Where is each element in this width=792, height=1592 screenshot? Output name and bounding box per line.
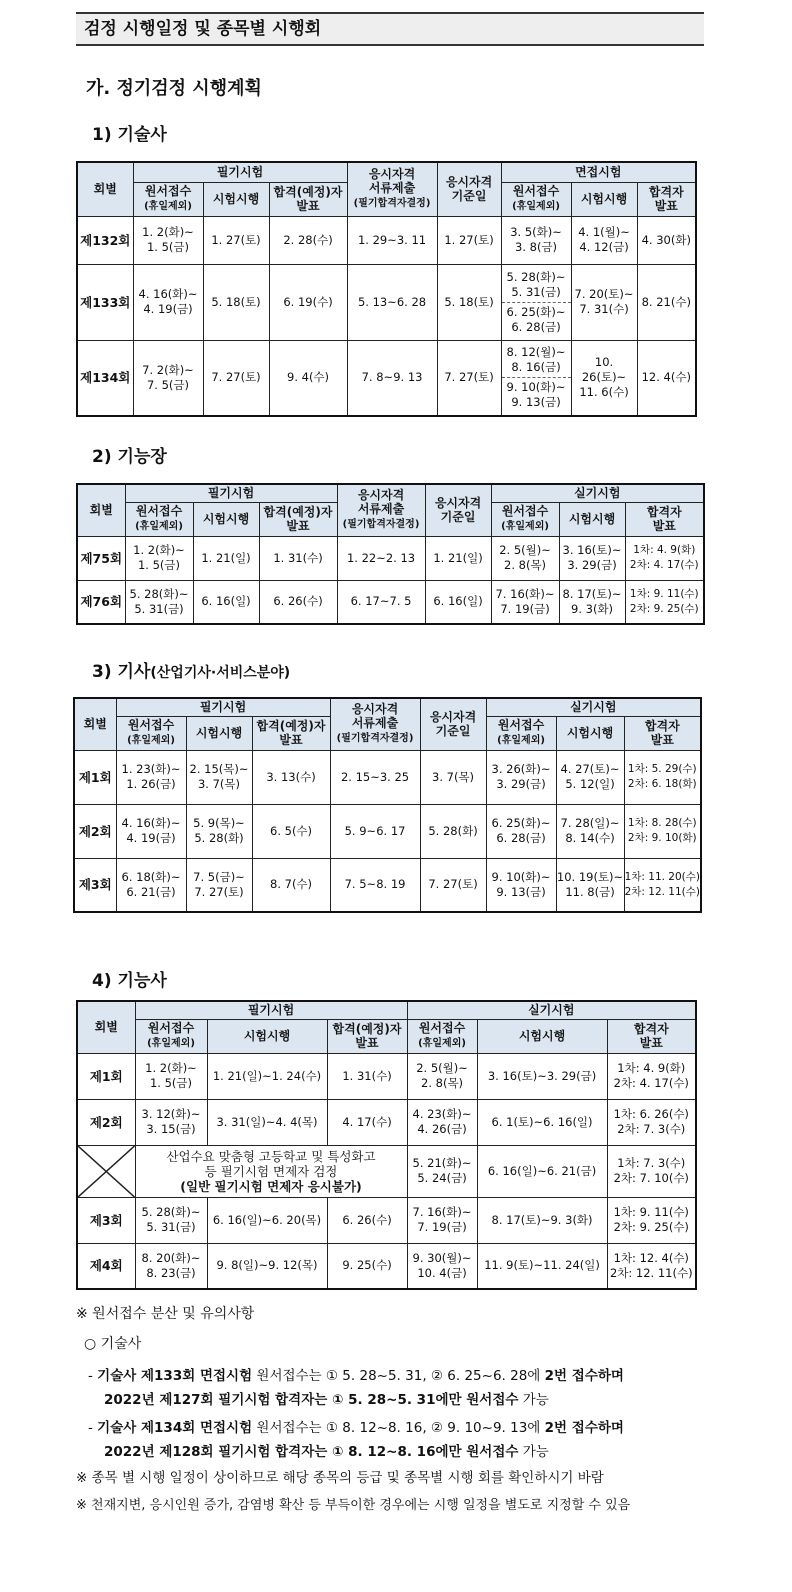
pass-cell: 1. 31(수): [259, 536, 337, 580]
pass-cell: 2. 28(수): [269, 216, 347, 264]
apply-cell: 4. 16(화)~ 4. 19(금): [116, 804, 186, 858]
interview-exam-cell: 4. 1(월)~ 4. 12(금): [571, 216, 637, 264]
cross-mark-icon: [78, 1146, 135, 1197]
practical-exam-cell: 7. 28(일)~ 8. 14(수): [556, 804, 624, 858]
table-professional-engineer: [76, 161, 697, 417]
exam-cell: 9. 8(일)~9. 12(목): [207, 1243, 327, 1289]
table-row: [74, 858, 701, 912]
apply-cell: 1. 23(화)~ 1. 26(금): [116, 750, 186, 804]
practical-exam-cell: 3. 16(토)~ 3. 29(금): [559, 536, 625, 580]
header-apply: 원서접수 (휴일제외): [486, 716, 556, 750]
header-exam: 시험시행: [477, 1019, 607, 1053]
header-exam: 시험시행: [571, 182, 637, 216]
note-line: - 기술사 제134회 면접시험 원서접수는 ① 8. 12~8. 16, ② 9. 10~9. 13에 2번 접수하며: [88, 1420, 624, 1436]
table-row: [77, 264, 696, 340]
pass-cell: 3. 13(수): [252, 750, 330, 804]
apply-cell: 6. 18(화)~ 6. 21(금): [116, 858, 186, 912]
exam-cell: 5. 9(목)~ 5. 28(화): [186, 804, 252, 858]
interview-exam-cell: 7. 20(토)~ 7. 31(수): [571, 264, 637, 340]
heading-craftsman: 4) 기능사: [92, 971, 167, 991]
round-label: 제133회: [77, 264, 133, 340]
base-cell: 7. 27(토): [420, 858, 486, 912]
round-label: 제4회: [77, 1243, 135, 1289]
header-round: 회별: [77, 1001, 135, 1053]
exam-cell: 6. 16(일)~6. 20(목): [207, 1197, 327, 1243]
exam-cell: 5. 18(토): [203, 264, 269, 340]
header-practical: 실기시험: [407, 1001, 696, 1019]
practical-exam-cell: 11. 9(토)~11. 24(일): [477, 1243, 607, 1289]
base-cell: 5. 18(토): [437, 264, 501, 340]
note-line: 2022년 제127회 필기시험 합격자는 ① 5. 28~5. 31에만 원서접수 가능: [104, 1392, 549, 1408]
exam-cell: 1. 21(일): [193, 536, 259, 580]
round-label: 제3회: [74, 858, 116, 912]
header-written: 필기시험: [116, 698, 330, 716]
final-cell: 1차: 5. 29(수) 2차: 6. 18(화): [624, 750, 701, 804]
header-final: 합격자 발표: [637, 182, 696, 216]
header-apply: 원서접수 (휴일제외): [407, 1019, 477, 1053]
pass-cell: 4. 17(수): [327, 1099, 407, 1145]
final-cell: 1차: 12. 4(수) 2차: 12. 11(수): [607, 1243, 696, 1289]
final-cell: 4. 30(화): [637, 216, 696, 264]
apply-cell: 1. 2(화)~ 1. 5(금): [133, 216, 203, 264]
apply-cell: 5. 28(화)~ 5. 31(금): [135, 1197, 207, 1243]
practical-exam-cell: 6. 16(일)~6. 21(금): [477, 1145, 607, 1197]
header-round: 회별: [74, 698, 116, 750]
practical-exam-cell: 8. 17(토)~ 9. 3(화): [559, 580, 625, 624]
header-round: 회별: [77, 162, 133, 216]
practical-apply-cell: 7. 16(화)~ 7. 19(금): [407, 1197, 477, 1243]
practical-exam-cell: 8. 17(토)~9. 3(화): [477, 1197, 607, 1243]
docs-cell: 5. 13~6. 28: [347, 264, 437, 340]
final-cell: 1차: 9. 11(수) 2차: 9. 25(수): [625, 580, 704, 624]
header-pass: 합격(예정)자 발표: [259, 502, 337, 536]
final-cell: 1차: 7. 3(수) 2차: 7. 10(수): [607, 1145, 696, 1197]
round-label: 제2회: [77, 1099, 135, 1145]
table-engineer: [73, 697, 702, 913]
exam-cell: 7. 27(토): [203, 340, 269, 416]
practical-apply-cell: 6. 25(화)~ 6. 28(금): [486, 804, 556, 858]
apply-cell: 4. 16(화)~ 4. 19(금): [133, 264, 203, 340]
exam-cell: 7. 5(금)~ 7. 27(토): [186, 858, 252, 912]
table-craftsman: [76, 1000, 697, 1290]
header-docs: 응시자격 서류제출 (필기합격자결정): [330, 698, 420, 750]
practical-apply-cell: 5. 21(화)~ 5. 24(금): [407, 1145, 477, 1197]
header-final: 합격자 발표: [624, 716, 701, 750]
header-final: 합격자 발표: [625, 502, 704, 536]
docs-cell: 5. 9~6. 17: [330, 804, 420, 858]
docs-cell: 2. 15~3. 25: [330, 750, 420, 804]
header-docs: 응시자격 서류제출 (필기합격자결정): [337, 484, 425, 536]
header-pass: 합격(예정)자 발표: [327, 1019, 407, 1053]
header-pass: 합격(예정)자 발표: [252, 716, 330, 750]
docs-cell: 1. 29~3. 11: [347, 216, 437, 264]
exam-cell: 3. 31(일)~4. 4(목): [207, 1099, 327, 1145]
practical-apply-cell: 9. 10(화)~ 9. 13(금): [486, 858, 556, 912]
final-cell: 8. 21(수): [637, 264, 696, 340]
note-line: - 기술사 제133회 면접시험 원서접수는 ① 5. 28~5. 31, ② 6. 25~6. 28에 2번 접수하며: [88, 1368, 624, 1384]
header-written: 필기시험: [125, 484, 337, 502]
base-cell: 3. 7(목): [420, 750, 486, 804]
pass-cell: 6. 19(수): [269, 264, 347, 340]
header-written: 필기시험: [133, 162, 347, 182]
practical-apply-cell: 9. 30(월)~ 10. 4(금): [407, 1243, 477, 1289]
table-row: [77, 1243, 696, 1289]
round-label: 제134회: [77, 340, 133, 416]
practical-apply-cell: 4. 23(화)~ 4. 26(금): [407, 1099, 477, 1145]
header-base-date: 응시자격 기준일: [425, 484, 491, 536]
header-base-date: 응시자격 기준일: [437, 162, 501, 216]
interview-apply-cell: 5. 28(화)~ 5. 31(금) 6. 25(화)~ 6. 28(금): [501, 264, 571, 340]
round-label: 제75회: [77, 536, 125, 580]
header-apply: 원서접수 (휴일제외): [133, 182, 203, 216]
final-cell: 1차: 4. 9(화) 2차: 4. 17(수): [625, 536, 704, 580]
header-practical: 실기시험: [491, 484, 704, 502]
pass-cell: 8. 7(수): [252, 858, 330, 912]
heading-engineer: 3) 기사(산업기사·서비스분야): [92, 662, 291, 682]
note-line: 2022년 제128회 필기시험 합격자는 ① 8. 12~8. 16에만 원서접수 가능: [104, 1444, 549, 1460]
header-practical: 실기시험: [486, 698, 701, 716]
pass-cell: 9. 25(수): [327, 1243, 407, 1289]
table-row: [77, 340, 696, 416]
table-row: [77, 1197, 696, 1243]
header-interview: 면접시험: [501, 162, 696, 182]
pass-cell: 6. 26(수): [327, 1197, 407, 1243]
pass-cell: 6. 26(수): [259, 580, 337, 624]
header-round: 회별: [77, 484, 125, 536]
practical-apply-cell: 7. 16(화)~ 7. 19(금): [491, 580, 559, 624]
note-line: ※ 천재지변, 응시인원 증가, 감염병 확산 등 부득이한 경우에는 시행 일정을 별도로 지정할 수 있음: [76, 1498, 631, 1513]
base-cell: 5. 28(화): [420, 804, 486, 858]
docs-cell: 6. 17~7. 5: [337, 580, 425, 624]
round-label: 제1회: [77, 1053, 135, 1099]
base-cell: 1. 21(일): [425, 536, 491, 580]
apply-cell: 5. 28(화)~ 5. 31(금): [125, 580, 193, 624]
note-line: ※ 종목 별 시행 일정이 상이하므로 해당 종목의 등급 및 종목별 시행 회를 확인하시기 바람: [76, 1470, 604, 1486]
section-heading: 가. 정기검정 시행계획: [86, 78, 262, 99]
note-subheading: ○ 기술사: [84, 1336, 142, 1352]
apply-cell: 8. 20(화)~ 8. 23(금): [135, 1243, 207, 1289]
docs-cell: 1. 22~2. 13: [337, 536, 425, 580]
header-apply: 원서접수 (휴일제외): [125, 502, 193, 536]
header-exam: 시험시행: [203, 182, 269, 216]
table-row: [77, 1053, 696, 1099]
header-exam: 시험시행: [207, 1019, 327, 1053]
crossed-round-cell: [77, 1145, 135, 1197]
round-label: 제132회: [77, 216, 133, 264]
final-cell: 1차: 4. 9(화) 2차: 4. 17(수): [607, 1053, 696, 1099]
practical-apply-cell: 2. 5(월)~ 2. 8(목): [491, 536, 559, 580]
practical-exam-cell: 6. 1(토)~6. 16(일): [477, 1099, 607, 1145]
page-title: 검정 시행일정 및 종목별 시행회: [76, 12, 704, 46]
heading-professional-engineer: 1) 기술사: [92, 125, 167, 145]
header-docs: 응시자격 서류제출 (필기합격자결정): [347, 162, 437, 216]
practical-exam-cell: 3. 16(토)~3. 29(금): [477, 1053, 607, 1099]
table-row: [74, 750, 701, 804]
apply-cell: 3. 12(화)~ 3. 15(금): [135, 1099, 207, 1145]
practical-exam-cell: 4. 27(토)~ 5. 12(일): [556, 750, 624, 804]
header-final: 합격자 발표: [607, 1019, 696, 1053]
header-exam: 시험시행: [186, 716, 252, 750]
apply-cell: 1. 2(화)~ 1. 5(금): [125, 536, 193, 580]
practical-apply-cell: 2. 5(월)~ 2. 8(목): [407, 1053, 477, 1099]
interview-exam-cell: 10. 26(토)~ 11. 6(수): [571, 340, 637, 416]
header-exam: 시험시행: [559, 502, 625, 536]
heading-master-craftsman: 2) 기능장: [92, 447, 167, 467]
final-cell: 12. 4(수): [637, 340, 696, 416]
pass-cell: 1. 31(수): [327, 1053, 407, 1099]
table-row: [77, 1099, 696, 1145]
final-cell: 1차: 6. 26(수) 2차: 7. 3(수): [607, 1099, 696, 1145]
header-apply: 원서접수 (휴일제외): [501, 182, 571, 216]
exam-cell: 2. 15(목)~ 3. 7(목): [186, 750, 252, 804]
base-cell: 1. 27(토): [437, 216, 501, 264]
exam-cell: 1. 27(토): [203, 216, 269, 264]
round-label: 제1회: [74, 750, 116, 804]
header-exam: 시험시행: [193, 502, 259, 536]
docs-cell: 7. 8~9. 13: [347, 340, 437, 416]
practical-exam-cell: 10. 19(토)~ 11. 8(금): [556, 858, 624, 912]
round-label: 제2회: [74, 804, 116, 858]
round-label: 제76회: [77, 580, 125, 624]
table-row: [77, 580, 704, 624]
header-apply: 원서접수 (휴일제외): [116, 716, 186, 750]
header-base-date: 응시자격 기준일: [420, 698, 486, 750]
table-row: [74, 804, 701, 858]
table-row: [77, 536, 704, 580]
exam-cell: 1. 21(일)~1. 24(수): [207, 1053, 327, 1099]
final-cell: 1차: 11. 20(수) 2차: 12. 11(수): [624, 858, 701, 912]
apply-cell: 1. 2(화)~ 1. 5(금): [135, 1053, 207, 1099]
header-pass: 합격(예정)자 발표: [269, 182, 347, 216]
table-row: [77, 216, 696, 264]
table-row: [77, 1145, 696, 1197]
base-cell: 6. 16(일): [425, 580, 491, 624]
interview-apply-cell: 3. 5(화)~ 3. 8(금): [501, 216, 571, 264]
final-cell: 1차: 8. 28(수) 2차: 9. 10(화): [624, 804, 701, 858]
header-apply: 원서접수 (휴일제외): [491, 502, 559, 536]
final-cell: 1차: 9. 11(수) 2차: 9. 25(수): [607, 1197, 696, 1243]
interview-apply-cell: 8. 12(월)~ 8. 16(금) 9. 10(화)~ 9. 13(금): [501, 340, 571, 416]
header-written: 필기시험: [135, 1001, 407, 1019]
exemption-note-cell: 산업수요 맞춤형 고등학교 및 특성화고 등 필기시험 면제자 검정 (일반 필기시험 면제자 응시불가): [135, 1145, 407, 1197]
note-heading: ※ 원서접수 분산 및 유의사항: [76, 1306, 255, 1322]
exam-cell: 6. 16(일): [193, 580, 259, 624]
header-apply: 원서접수 (휴일제외): [135, 1019, 207, 1053]
base-cell: 7. 27(토): [437, 340, 501, 416]
pass-cell: 6. 5(수): [252, 804, 330, 858]
round-label: 제3회: [77, 1197, 135, 1243]
docs-cell: 7. 5~8. 19: [330, 858, 420, 912]
apply-cell: 7. 2(화)~ 7. 5(금): [133, 340, 203, 416]
pass-cell: 9. 4(수): [269, 340, 347, 416]
practical-apply-cell: 3. 26(화)~ 3. 29(금): [486, 750, 556, 804]
header-exam: 시험시행: [556, 716, 624, 750]
table-master-craftsman: [76, 483, 705, 625]
